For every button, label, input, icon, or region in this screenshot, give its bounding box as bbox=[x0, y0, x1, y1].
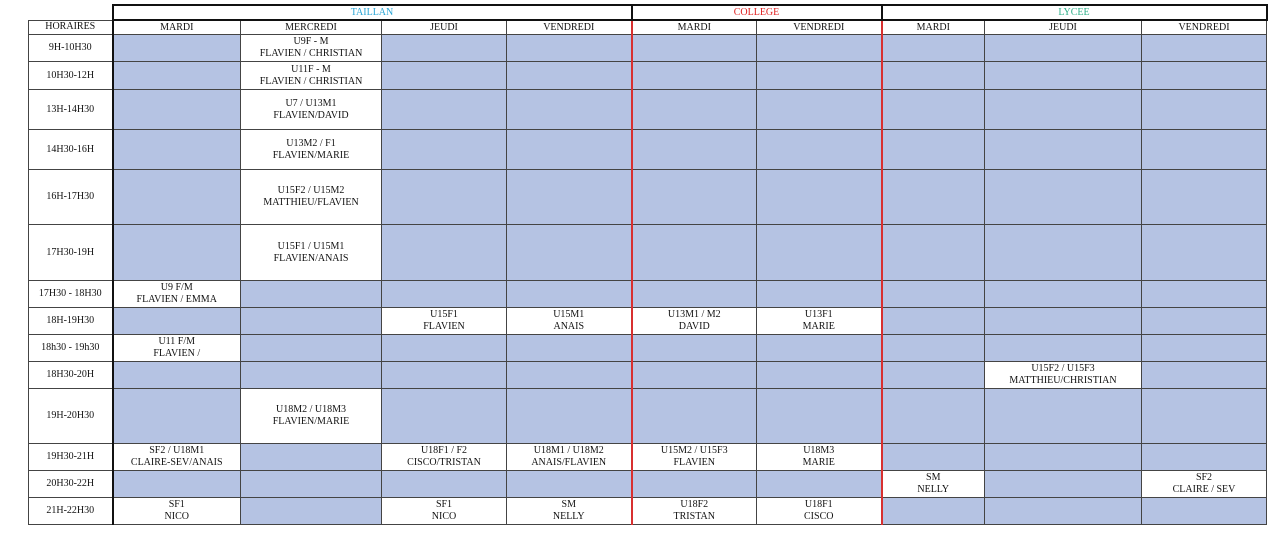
empty-slot-cell bbox=[382, 362, 507, 389]
session-cell bbox=[757, 444, 882, 471]
empty-slot-cell bbox=[113, 308, 241, 335]
day-header: MARDI bbox=[113, 20, 241, 35]
session-group: SF1 bbox=[168, 499, 185, 510]
empty-slot-cell bbox=[757, 35, 882, 62]
empty-slot-cell bbox=[985, 335, 1142, 362]
empty-slot-cell bbox=[1142, 389, 1267, 444]
empty-slot-cell bbox=[882, 35, 985, 62]
empty-slot-cell bbox=[507, 62, 632, 90]
table-row bbox=[29, 471, 1267, 498]
empty-slot-cell bbox=[757, 471, 882, 498]
session-group: U18F2 bbox=[680, 499, 709, 510]
day-header: MARDI bbox=[632, 20, 757, 35]
empty-slot-cell bbox=[632, 90, 757, 130]
session-cell bbox=[882, 471, 985, 498]
empty-slot-cell bbox=[113, 225, 241, 281]
empty-slot-cell bbox=[1142, 281, 1267, 308]
time-slot-label: 13H-14H30 bbox=[29, 90, 113, 130]
venue-header-taillan: TAILLAN bbox=[113, 5, 632, 20]
session-group: U9 F/M bbox=[160, 282, 193, 293]
session-group: U18F1 / F2 bbox=[420, 445, 468, 456]
time-slot-label: 10H30-12H bbox=[29, 62, 113, 90]
empty-slot-cell bbox=[632, 35, 757, 62]
empty-slot-cell bbox=[507, 170, 632, 225]
empty-slot-cell bbox=[757, 335, 882, 362]
empty-slot-cell bbox=[985, 471, 1142, 498]
session-coach: FLAVIEN/MARIE bbox=[272, 149, 350, 161]
empty-slot-cell bbox=[113, 130, 241, 170]
empty-slot-cell bbox=[757, 281, 882, 308]
empty-slot-cell bbox=[507, 35, 632, 62]
session-group: U9F - M bbox=[293, 36, 329, 47]
table-row bbox=[29, 308, 1267, 335]
empty-slot-cell bbox=[507, 471, 632, 498]
empty-slot-cell bbox=[985, 281, 1142, 308]
empty-slot-cell bbox=[507, 90, 632, 130]
session-cell bbox=[241, 225, 382, 281]
empty-slot-cell bbox=[882, 170, 985, 225]
time-slot-label: 17H30 - 18H30 bbox=[29, 281, 113, 308]
session-cell bbox=[113, 444, 241, 471]
table-row bbox=[29, 389, 1267, 444]
session-coach: FLAVIEN / EMMA bbox=[136, 294, 217, 305]
empty-slot-cell bbox=[757, 62, 882, 90]
session-coach: CISCO/TRISTAN bbox=[407, 457, 481, 468]
session-group: U15F2 / U15F3 bbox=[1031, 363, 1095, 374]
session-group: SF1 bbox=[435, 499, 453, 510]
session-coach: CISCO bbox=[804, 511, 834, 522]
empty-slot-cell bbox=[882, 90, 985, 130]
day-header: JEUDI bbox=[985, 20, 1142, 35]
venue-header-lycee: LYCEE bbox=[882, 5, 1267, 20]
empty-slot-cell bbox=[882, 308, 985, 335]
session-coach: MARIE bbox=[802, 457, 835, 468]
session-coach: FLAVIEN bbox=[423, 321, 465, 332]
table-row bbox=[29, 362, 1267, 389]
empty-slot-cell bbox=[113, 362, 241, 389]
empty-slot-cell bbox=[382, 62, 507, 90]
session-cell bbox=[507, 444, 632, 471]
session-cell bbox=[241, 35, 382, 62]
empty-slot-cell bbox=[241, 362, 382, 389]
empty-slot-cell bbox=[882, 62, 985, 90]
empty-slot-cell bbox=[1142, 498, 1267, 525]
session-group: U18M1 / U18M2 bbox=[533, 445, 604, 456]
empty-slot-cell bbox=[757, 90, 882, 130]
empty-slot-cell bbox=[632, 225, 757, 281]
session-cell bbox=[241, 62, 382, 90]
session-coach: FLAVIEN / CHRISTIAN bbox=[259, 75, 363, 87]
time-slot-label: 19H-20H30 bbox=[29, 389, 113, 444]
session-cell bbox=[382, 498, 507, 525]
empty-slot-cell bbox=[1142, 362, 1267, 389]
time-slot-label: 9H-10H30 bbox=[29, 35, 113, 62]
session-group: U15F2 / U15M2 bbox=[277, 185, 345, 196]
session-cell bbox=[241, 389, 382, 444]
session-cell bbox=[1142, 471, 1267, 498]
empty-slot-cell bbox=[757, 225, 882, 281]
session-coach: FLAVIEN/ANAIS bbox=[273, 252, 349, 264]
session-coach: MATTHIEU/FLAVIEN bbox=[263, 197, 359, 208]
empty-slot-cell bbox=[882, 444, 985, 471]
day-header: MERCREDI bbox=[241, 20, 382, 35]
empty-slot-cell bbox=[507, 225, 632, 281]
session-group: SF2 / U18M1 bbox=[149, 445, 205, 456]
table-row bbox=[29, 90, 1267, 130]
empty-slot-cell bbox=[241, 471, 382, 498]
schedule-table bbox=[28, 4, 1268, 525]
empty-slot-cell bbox=[507, 335, 632, 362]
empty-slot-cell bbox=[985, 130, 1142, 170]
empty-slot-cell bbox=[1142, 62, 1267, 90]
empty-slot-cell bbox=[1142, 308, 1267, 335]
empty-slot-cell bbox=[882, 362, 985, 389]
empty-slot-cell bbox=[1142, 335, 1267, 362]
table-row bbox=[29, 170, 1267, 225]
table-row bbox=[29, 130, 1267, 170]
empty-slot-cell bbox=[882, 498, 985, 525]
day-header: VENDREDI bbox=[507, 20, 632, 35]
empty-slot-cell bbox=[757, 389, 882, 444]
empty-slot-cell bbox=[507, 130, 632, 170]
table-row bbox=[29, 35, 1267, 62]
session-cell bbox=[507, 498, 632, 525]
empty-slot-cell bbox=[241, 335, 382, 362]
empty-slot-cell bbox=[1142, 170, 1267, 225]
session-coach: TRISTAN bbox=[673, 511, 715, 522]
empty-slot-cell bbox=[1142, 225, 1267, 281]
session-cell bbox=[113, 335, 241, 362]
empty-slot-cell bbox=[113, 389, 241, 444]
empty-slot-cell bbox=[382, 90, 507, 130]
table-row bbox=[29, 444, 1267, 471]
empty-slot-cell bbox=[113, 35, 241, 62]
session-coach: CLAIRE-SEV/ANAIS bbox=[130, 457, 223, 468]
empty-slot-cell bbox=[382, 130, 507, 170]
empty-slot-cell bbox=[632, 62, 757, 90]
time-slot-label: 18H30-20H bbox=[29, 362, 113, 389]
empty-slot-cell bbox=[757, 362, 882, 389]
empty-slot-cell bbox=[382, 389, 507, 444]
session-coach: DAVID bbox=[678, 321, 710, 332]
empty-slot-cell bbox=[632, 170, 757, 225]
empty-slot-cell bbox=[985, 444, 1142, 471]
session-group: U15M2 / U15F3 bbox=[660, 445, 728, 456]
empty-slot-cell bbox=[241, 498, 382, 525]
session-group: SM bbox=[561, 499, 576, 510]
corner-blank bbox=[29, 5, 113, 20]
empty-slot-cell bbox=[1142, 130, 1267, 170]
empty-slot-cell bbox=[113, 62, 241, 90]
session-group: U15F1 bbox=[430, 309, 458, 320]
session-group: U15F1 / U15M1 bbox=[277, 240, 345, 252]
empty-slot-cell bbox=[1142, 90, 1267, 130]
empty-slot-cell bbox=[113, 90, 241, 130]
empty-slot-cell bbox=[632, 281, 757, 308]
empty-slot-cell bbox=[507, 362, 632, 389]
time-slot-label: 14H30-16H bbox=[29, 130, 113, 170]
empty-slot-cell bbox=[632, 389, 757, 444]
time-slot-label: 17H30-19H bbox=[29, 225, 113, 281]
empty-slot-cell bbox=[241, 281, 382, 308]
horaires-header: HORAIRES bbox=[29, 20, 113, 35]
empty-slot-cell bbox=[382, 335, 507, 362]
time-slot-label: 16H-17H30 bbox=[29, 170, 113, 225]
empty-slot-cell bbox=[382, 35, 507, 62]
table-row bbox=[29, 281, 1267, 308]
session-cell bbox=[985, 362, 1142, 389]
session-cell bbox=[382, 444, 507, 471]
day-header: VENDREDI bbox=[757, 20, 882, 35]
empty-slot-cell bbox=[882, 389, 985, 444]
day-header: JEUDI bbox=[382, 20, 507, 35]
empty-slot-cell bbox=[985, 498, 1142, 525]
time-slot-label: 18H-19H30 bbox=[29, 308, 113, 335]
session-cell bbox=[632, 308, 757, 335]
empty-slot-cell bbox=[1142, 35, 1267, 62]
session-cell bbox=[757, 308, 882, 335]
table-row bbox=[29, 225, 1267, 281]
session-coach: FLAVIEN / CHRISTIAN bbox=[259, 48, 363, 59]
empty-slot-cell bbox=[632, 471, 757, 498]
table-row bbox=[29, 498, 1267, 525]
day-header-row bbox=[29, 20, 1267, 35]
session-cell bbox=[241, 90, 382, 130]
empty-slot-cell bbox=[757, 170, 882, 225]
session-group: U11 F/M bbox=[158, 336, 196, 347]
empty-slot-cell bbox=[882, 225, 985, 281]
empty-slot-cell bbox=[241, 444, 382, 471]
empty-slot-cell bbox=[985, 90, 1142, 130]
day-header: VENDREDI bbox=[1142, 20, 1267, 35]
empty-slot-cell bbox=[632, 335, 757, 362]
session-cell bbox=[113, 498, 241, 525]
empty-slot-cell bbox=[985, 35, 1142, 62]
empty-slot-cell bbox=[241, 308, 382, 335]
empty-slot-cell bbox=[985, 62, 1142, 90]
empty-slot-cell bbox=[985, 308, 1142, 335]
session-coach: NICO bbox=[431, 511, 457, 522]
session-cell bbox=[113, 281, 241, 308]
venue-header-row bbox=[29, 5, 1267, 20]
session-group: SF2 bbox=[1195, 472, 1213, 483]
day-header: MARDI bbox=[882, 20, 985, 35]
session-coach: MARIE bbox=[802, 321, 835, 332]
session-group: U13M1 / M2 bbox=[667, 309, 721, 320]
empty-slot-cell bbox=[507, 281, 632, 308]
session-coach: FLAVIEN bbox=[673, 457, 715, 468]
empty-slot-cell bbox=[882, 130, 985, 170]
empty-slot-cell bbox=[882, 281, 985, 308]
session-coach: CLAIRE / SEV bbox=[1172, 484, 1236, 495]
session-group: U18M3 bbox=[803, 445, 835, 456]
session-coach: ANAIS bbox=[553, 321, 585, 332]
session-cell bbox=[632, 498, 757, 525]
session-group: U11F - M bbox=[291, 63, 331, 75]
empty-slot-cell bbox=[985, 389, 1142, 444]
time-slot-label: 18h30 - 19h30 bbox=[29, 335, 113, 362]
session-coach: ANAIS/FLAVIEN bbox=[531, 457, 607, 468]
session-cell bbox=[382, 308, 507, 335]
empty-slot-cell bbox=[632, 362, 757, 389]
session-group: U13F1 bbox=[804, 309, 833, 320]
session-group: U13M2 / F1 bbox=[286, 137, 336, 149]
time-slot-label: 19H30-21H bbox=[29, 444, 113, 471]
time-slot-label: 21H-22H30 bbox=[29, 498, 113, 525]
empty-slot-cell bbox=[382, 170, 507, 225]
empty-slot-cell bbox=[113, 471, 241, 498]
session-group: U18F1 bbox=[804, 499, 833, 510]
empty-slot-cell bbox=[382, 225, 507, 281]
session-cell bbox=[757, 498, 882, 525]
session-coach: FLAVIEN / bbox=[153, 348, 201, 359]
session-coach: FLAVIEN/DAVID bbox=[273, 109, 349, 121]
session-group: U15M1 bbox=[553, 309, 585, 320]
venue-header-college: COLLEGE bbox=[632, 5, 882, 20]
session-coach: NELLY bbox=[917, 484, 950, 495]
session-coach: MATTHIEU/CHRISTIAN bbox=[1009, 375, 1117, 386]
session-group: SM bbox=[926, 472, 941, 483]
empty-slot-cell bbox=[632, 130, 757, 170]
session-coach: FLAVIEN/MARIE bbox=[272, 416, 350, 427]
session-cell bbox=[507, 308, 632, 335]
empty-slot-cell bbox=[882, 335, 985, 362]
empty-slot-cell bbox=[757, 130, 882, 170]
session-cell bbox=[241, 170, 382, 225]
session-coach: NICO bbox=[164, 511, 189, 522]
empty-slot-cell bbox=[507, 389, 632, 444]
empty-slot-cell bbox=[985, 225, 1142, 281]
schedule-sheet bbox=[28, 4, 1268, 525]
session-group: U18M2 / U18M3 bbox=[275, 404, 346, 415]
table-row bbox=[29, 62, 1267, 90]
empty-slot-cell bbox=[1142, 444, 1267, 471]
table-row bbox=[29, 335, 1267, 362]
session-cell bbox=[632, 444, 757, 471]
empty-slot-cell bbox=[113, 170, 241, 225]
empty-slot-cell bbox=[382, 281, 507, 308]
time-slot-label: 20H30-22H bbox=[29, 471, 113, 498]
session-coach: NELLY bbox=[552, 511, 585, 522]
empty-slot-cell bbox=[382, 471, 507, 498]
session-cell bbox=[241, 130, 382, 170]
empty-slot-cell bbox=[985, 170, 1142, 225]
session-group: U7 / U13M1 bbox=[285, 97, 337, 109]
